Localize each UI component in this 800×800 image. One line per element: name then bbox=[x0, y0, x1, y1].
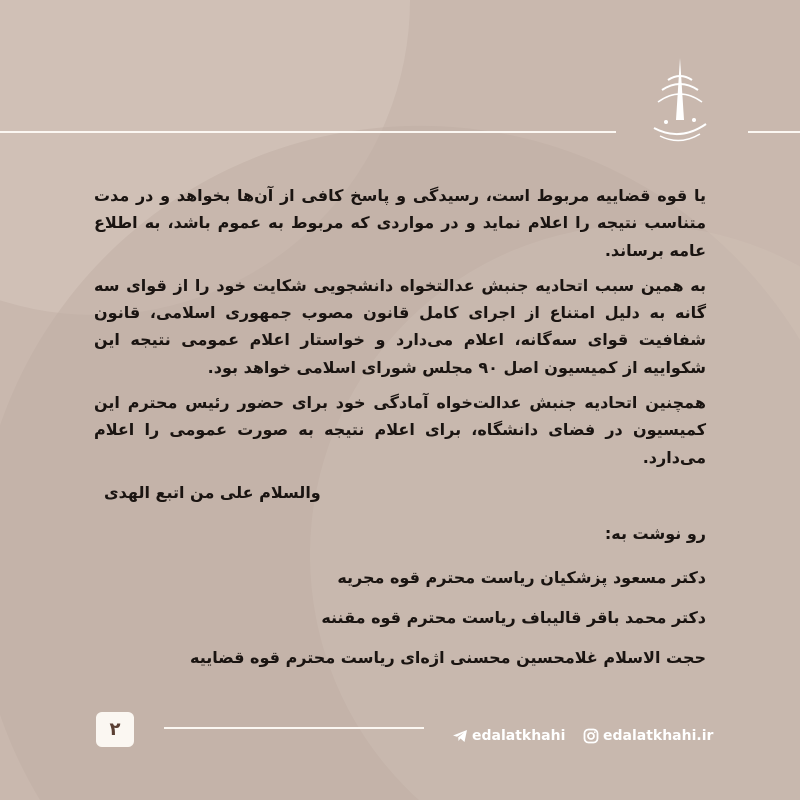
letter-paragraph: یا قوه قضاییه مربوط است، رسیدگی و پاسخ کافی از آن‌ها بخواهد و در مدت متناسب نتیجه را اعلام نماید و در مواردی که مربوط به عموم باشد، به اطلاع عامه برساند. bbox=[94, 186, 706, 260]
instagram-handle: edalatkhahi.ir bbox=[603, 728, 714, 744]
telegram-link[interactable] bbox=[452, 724, 565, 748]
cc-title: رو نوشت به: bbox=[604, 524, 706, 543]
letter-paragraph: همچنین اتحادیه جنبش عدالت‌خواه آمادگی خود برای حضور رئیس محترم این کمیسیون در فضای دانشگاه، برای اعلام نتیجه به صورت عمومی را اعلام می‌دارد. bbox=[94, 393, 706, 467]
footer-divider bbox=[164, 727, 424, 729]
telegram-handle: edalatkhahi bbox=[472, 728, 566, 744]
instagram-icon bbox=[583, 728, 599, 744]
carbon-copy-section bbox=[94, 520, 706, 678]
telegram-icon bbox=[452, 728, 468, 744]
instagram-link[interactable] bbox=[583, 724, 713, 748]
letter-body bbox=[94, 182, 706, 506]
cc-recipient: دکتر محمد باقر قالیباف ریاست محترم قوه مقننه bbox=[321, 608, 706, 627]
page-number: ۲ bbox=[96, 712, 134, 747]
cc-recipient: حجت الاسلام غلامحسین محسنی اژه‌ای ریاست محترم قوه قضاییه bbox=[189, 648, 706, 667]
cc-recipient: دکتر مسعود پزشکیان ریاست محترم قوه مجریه bbox=[337, 568, 706, 587]
letter-paragraph: به همین سبب اتحادیه جنبش عدالتخواه دانشجویی شکایت خود را از قوای سه گانه به دلیل امتناع از اجرای کامل قانون مصوب جمهوری اسلامی، قانون شفافیت قوای سه‌گانه، اعلام می‌دارد و خواستار اعلام عمومی نتیجه این شکواییه از کمیسیون اصل ۹۰ مجلس شورای اسلامی خواهد بود. bbox=[94, 275, 706, 377]
letter-closing: والسلام علی من اتبع الهدی bbox=[104, 482, 321, 502]
header-divider-left bbox=[0, 131, 616, 133]
header-divider-right bbox=[748, 131, 800, 133]
movement-emblem-logo bbox=[640, 50, 720, 150]
